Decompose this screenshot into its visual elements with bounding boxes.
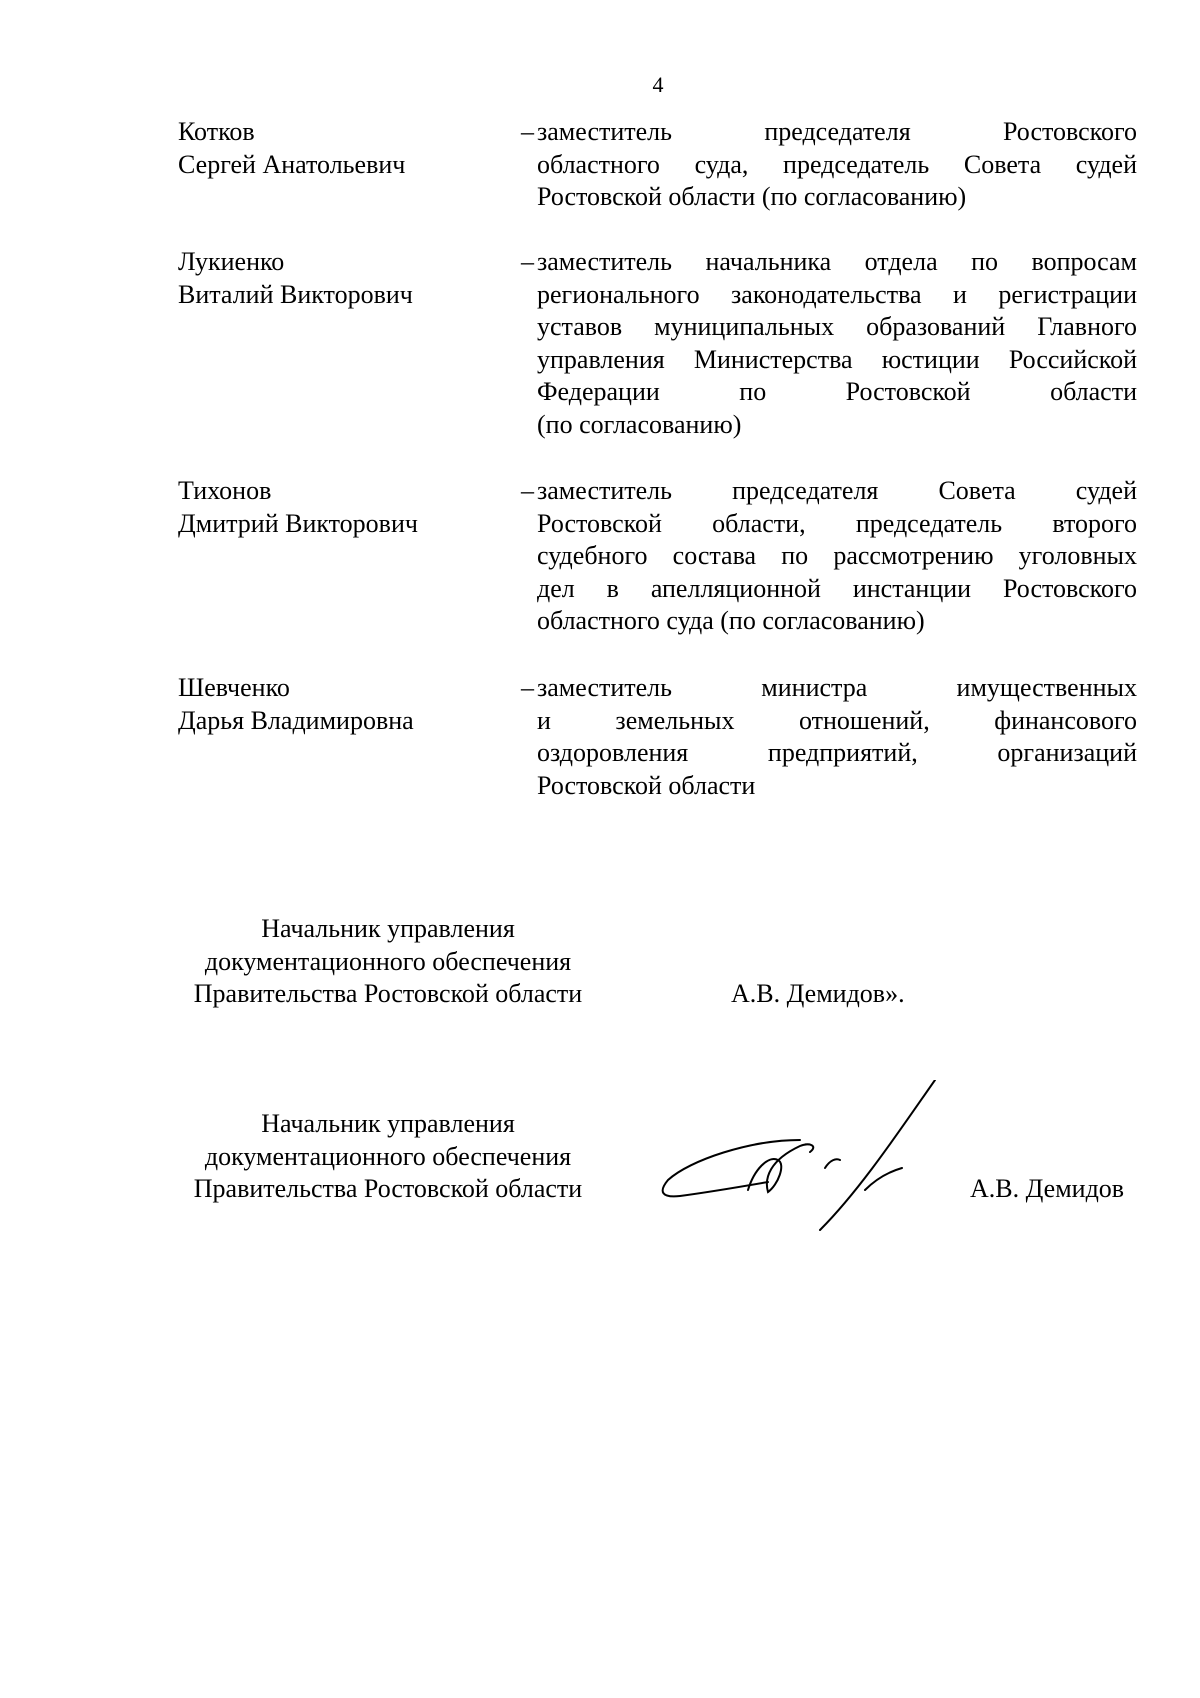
position-line: Ростовской области: [537, 770, 756, 800]
signatory-title-line: Правительства Ростовской области: [193, 1174, 583, 1203]
member-name: [178, 116, 498, 181]
member-name: [178, 475, 498, 540]
position-line: уставов муниципальных образований Главного: [537, 312, 1137, 341]
member-position: [537, 672, 1137, 802]
signatory-title: [168, 913, 608, 1011]
page-number: 4: [652, 72, 664, 97]
signatory-title-line: Начальник управления: [261, 914, 515, 943]
signatory-title-line: документационного обеспечения: [204, 1141, 572, 1171]
position-line: Федерации по Ростовской области: [537, 377, 1137, 406]
position-line: областного суда, председатель Совета судей: [537, 149, 1137, 179]
signatory-title: [168, 1108, 608, 1206]
position-line: заместитель начальника отдела по вопросам: [537, 247, 1137, 276]
signatory-title-line: документационного обеспечения: [204, 946, 572, 976]
member-surname: Лукиенко: [178, 247, 285, 276]
signatory-name: А.В. Демидов».: [731, 979, 905, 1008]
position-line: заместитель председателя Ростовского: [537, 117, 1137, 146]
signatory-name: А.В. Демидов: [970, 1174, 1125, 1203]
position-line: заместитель председателя Совета судей: [537, 476, 1137, 505]
position-line: и земельных отношений, финансового: [537, 705, 1137, 735]
member-given-names: Сергей Анатольевич: [178, 149, 406, 179]
member-surname: Тихонов: [178, 476, 272, 505]
member-position: [537, 116, 1137, 214]
position-line: Ростовской области, председатель второго: [537, 508, 1137, 538]
position-line: управления Министерства юстиции Российской: [537, 344, 1137, 374]
position-line: Ростовской области (по согласованию): [537, 182, 967, 211]
signatory-title-line: Начальник управления: [261, 1109, 515, 1138]
member-surname: Котков: [178, 117, 255, 146]
member-given-names: Дмитрий Викторович: [178, 508, 418, 538]
position-line: регионального законодательства и регистрации: [537, 279, 1137, 309]
dash: –: [521, 673, 534, 702]
member-given-names: Дарья Владимировна: [178, 705, 414, 735]
dash: –: [521, 476, 534, 505]
position-line: оздоровления предприятий, организаций: [537, 738, 1137, 767]
member-given-names: Виталий Викторович: [178, 279, 413, 309]
position-line: заместитель министра имущественных: [537, 673, 1137, 702]
dash: –: [521, 247, 534, 276]
dash: –: [521, 117, 534, 146]
member-position: [537, 475, 1137, 638]
position-line: областного суда (по согласованию): [537, 606, 925, 635]
member-name: [178, 246, 498, 311]
position-line: (по согласованию): [537, 409, 742, 439]
member-position: [537, 246, 1137, 441]
signatory-title-line: Правительства Ростовской области: [193, 979, 583, 1008]
position-line: дел в апелляционной инстанции Ростовского: [537, 573, 1137, 603]
member-name: [178, 672, 498, 737]
position-line: судебного состава по рассмотрению уголовных: [537, 541, 1137, 570]
handwritten-signature: [650, 1080, 950, 1240]
member-surname: Шевченко: [178, 673, 290, 702]
